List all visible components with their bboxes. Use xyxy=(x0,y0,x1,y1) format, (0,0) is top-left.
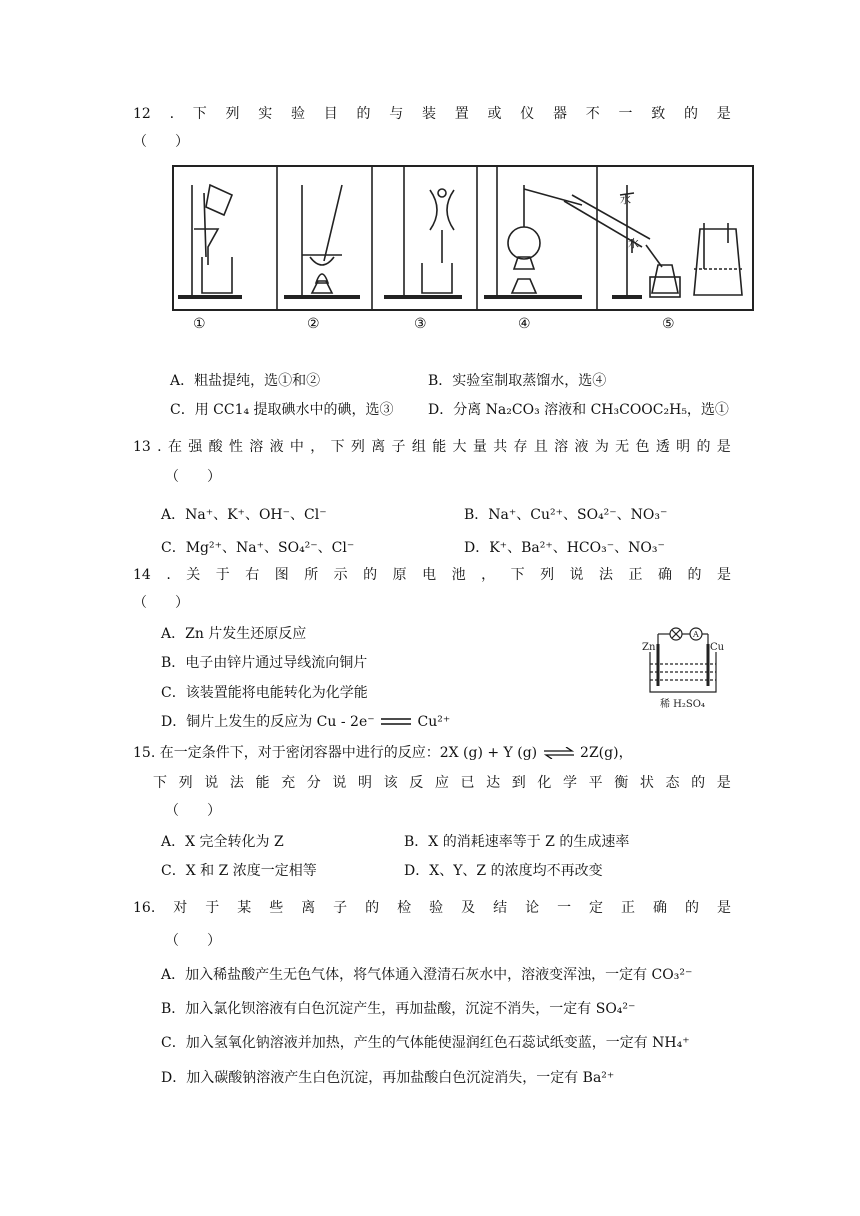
q15-line1 xyxy=(133,743,633,763)
q14-stem-char: 池 xyxy=(451,567,466,583)
q13-stem-char: 子 xyxy=(391,439,406,455)
q12-stem-char: 下 xyxy=(192,106,207,122)
q13-stem-char: 下 xyxy=(330,439,345,455)
q16-stem-char: 确 xyxy=(653,900,668,916)
q16-stem-char: 的 xyxy=(365,900,380,916)
q14-stem-char: 右 xyxy=(245,567,260,583)
q15-option-a: A．X 完全转化为 Z xyxy=(161,834,284,850)
q12-stem xyxy=(133,104,731,124)
figure-label-2: ② xyxy=(307,316,320,332)
q15-stem-char: 充 xyxy=(281,775,296,791)
q14-stem-char: 原 xyxy=(392,567,407,583)
q13-stem-char: 量 xyxy=(472,439,487,455)
q12-stem-char: 或 xyxy=(487,106,502,122)
q15-stem-char: 是 xyxy=(716,775,731,791)
q15-stem-char: 的 xyxy=(691,775,706,791)
q12-option-a: A．粗盐提纯，选①和② xyxy=(170,373,321,389)
q16-stem-char: 于 xyxy=(205,900,220,916)
figure-label-3: ③ xyxy=(414,316,427,332)
q12-option-b: B．实验室制取蒸馏水，选④ xyxy=(428,373,607,389)
q13-stem-char: 列 xyxy=(350,439,365,455)
q13-stem-char: 无 xyxy=(615,439,630,455)
q14-option-b: B．电子由锌片通过导线流向铜片 xyxy=(161,655,368,671)
q16-stem-char: 某 xyxy=(237,900,252,916)
q16-stem-char: 的 xyxy=(685,900,699,916)
q14-stem-char: 关 xyxy=(186,567,201,583)
q13-stem-char: 能 xyxy=(432,439,447,455)
q14-stem-char: 法 xyxy=(599,567,614,583)
q14-stem-char: 于 xyxy=(215,567,230,583)
q12-stem-char: 是 xyxy=(716,106,731,122)
q16-stem-char: 是 xyxy=(716,900,731,916)
q16-stem-char: 论 xyxy=(525,900,540,916)
q16-stem-char: 些 xyxy=(269,900,284,916)
q15-stem-char: 反 xyxy=(409,775,424,791)
q12-paren: （ ） xyxy=(133,134,189,150)
svg-text:A: A xyxy=(693,630,699,639)
q15-paren: （ ） xyxy=(165,803,221,819)
q13-stem-char: 离 xyxy=(371,439,386,455)
q15-line1-right: 2Z(g)， xyxy=(580,745,633,761)
q15-stem-char: 已 xyxy=(460,775,475,791)
q13-stem-char: 液 xyxy=(574,439,589,455)
zn-electrode-label: Zn xyxy=(642,642,656,653)
q13-stem-char: 溶 xyxy=(554,439,569,455)
q14-stem-char: 列 xyxy=(540,567,555,583)
q14-stem-char: 电 xyxy=(422,567,437,583)
q15-stem-char: 能 xyxy=(255,775,270,791)
q13-option-d: D．K⁺、Ba²⁺、HCO₃⁻、NO₃⁻ xyxy=(464,540,665,556)
q12-stem-char: 致 xyxy=(651,106,666,122)
q13-option-b: B．Na⁺、Cu²⁺、SO₄²⁻、NO₃⁻ xyxy=(464,507,668,523)
q15-stem-char: 应 xyxy=(434,775,449,791)
q12-stem-char: 实 xyxy=(258,106,273,122)
q15-stem-char: 化 xyxy=(537,775,552,791)
q16-stem-char: 对 xyxy=(173,900,188,916)
q14-option-d-left: D．铜片上发生的反应为 Cu - 2e⁻ xyxy=(161,714,375,730)
q15-stem-char: 平 xyxy=(588,775,603,791)
q15-option-d: D．X、Y、Z 的浓度均不再改变 xyxy=(404,863,603,879)
q13-stem-char: ， xyxy=(310,439,325,455)
q16-stem-char: 子 xyxy=(333,900,348,916)
q13-stem-char: 的 xyxy=(696,439,711,455)
q16-option-a: A．加入稀盐酸产生无色气体，将气体通入澄清石灰水中，溶液变浑浊，一定有 CO₃²⁻ xyxy=(161,967,693,983)
q14-stem-char: 14 xyxy=(133,567,151,583)
q14-stem-char: . xyxy=(166,567,171,583)
q14-stem-char: 的 xyxy=(687,567,702,583)
q13-stem-char: 存 xyxy=(513,439,528,455)
q13-stem-char: 酸 xyxy=(208,439,223,455)
acid-label: 稀 H₂SO₄ xyxy=(660,699,705,710)
q15-stem-char: 分 xyxy=(306,775,321,791)
q15-stem-char: 下 xyxy=(153,775,167,791)
q16-stem-char: 16. xyxy=(133,900,156,916)
q15-stem-char: 学 xyxy=(563,775,577,791)
q16-option-d: D．加入碳酸钠溶液产生白色沉淀，再加盐酸白色沉淀消失，一定有 Ba²⁺ xyxy=(161,1070,615,1086)
q16-stem-char: 定 xyxy=(589,900,604,916)
q12-stem-char: . xyxy=(169,106,175,122)
q14-stem-char: 说 xyxy=(569,567,584,583)
q13-stem-char: 色 xyxy=(635,439,650,455)
q16-stem-char: 一 xyxy=(557,900,572,916)
q14-stem-char: 下 xyxy=(510,567,525,583)
q15-stem-char: 明 xyxy=(358,775,372,791)
q13-stem xyxy=(133,437,731,457)
q15-option-b: B．X 的消耗速率等于 Z 的生成速率 xyxy=(404,834,630,850)
q14-option-c: C．该装置能将电能转化为化学能 xyxy=(161,685,368,701)
q13-option-a: A．Na⁺、K⁺、OH⁻、Cl⁻ xyxy=(161,507,327,523)
figure-label-1: ① xyxy=(193,316,206,332)
q14-stem-char: ， xyxy=(481,567,496,583)
q16-option-b: B．加入氯化钡溶液有白色沉淀产生，再加盐酸，沉淀不消失，一定有 SO₄²⁻ xyxy=(161,1001,636,1017)
q14-stem-char: 正 xyxy=(628,567,643,583)
q12-option-d: D．分离 Na₂CO₃ 溶液和 CH₃COOC₂H₅，选① xyxy=(428,402,729,418)
q14-option-d xyxy=(161,712,450,732)
q15-stem-char: 到 xyxy=(511,775,526,791)
q12-stem-char: 的 xyxy=(684,106,699,122)
q15-stem-char: 状 xyxy=(639,775,654,791)
q14-option-a: A．Zn 片发生还原反应 xyxy=(161,626,307,642)
galvanic-cell-diagram xyxy=(640,620,730,712)
q15-line1-left: 15. 在一定条件下，对于密闭容器中进行的反应：2X (g) + Y (g) xyxy=(133,745,538,761)
q16-stem-char: 验 xyxy=(429,900,444,916)
figure-label-4: ④ xyxy=(518,316,531,332)
q13-option-c: C．Mg²⁺、Na⁺、SO₄²⁻、Cl⁻ xyxy=(161,540,355,556)
q12-stem-char: 装 xyxy=(422,106,437,122)
q12-stem-char: 不 xyxy=(585,106,600,122)
q15-option-c: C．X 和 Z 浓度一定相等 xyxy=(161,863,317,879)
q15-stem-char: 说 xyxy=(204,775,219,791)
q14-stem-char: 是 xyxy=(716,567,731,583)
q13-stem-char: 透 xyxy=(655,439,670,455)
q14-option-d-right: Cu²⁺ xyxy=(417,714,451,730)
q12-stem-char: 验 xyxy=(291,106,306,122)
q13-stem-char: 为 xyxy=(594,439,609,455)
q13-stem-char: 大 xyxy=(452,439,467,455)
q13-stem-char: 在 xyxy=(167,439,182,455)
q14-stem-char: 示 xyxy=(333,567,348,583)
q15-stem-char: 达 xyxy=(486,775,501,791)
q15-stem-char: 该 xyxy=(383,775,398,791)
cu-electrode-label: Cu xyxy=(710,642,725,653)
q13-stem-char: 强 xyxy=(188,439,203,455)
q14-stem-char: 图 xyxy=(274,567,289,583)
q15-stem-char: 说 xyxy=(332,775,347,791)
water-in-label: 水 xyxy=(628,237,639,250)
q14-stem-char: 所 xyxy=(304,567,319,583)
q13-stem-char: 明 xyxy=(676,439,691,455)
q14-stem-char: 的 xyxy=(363,567,378,583)
q12-stem-char: 置 xyxy=(454,106,469,122)
q16-option-c: C．加入氢氧化钠溶液并加热，产生的气体能使湿润红色石蕊试纸变蓝，一定有 NH₄⁺ xyxy=(161,1035,690,1051)
q14-paren: （ ） xyxy=(133,595,189,611)
q12-option-c: C．用 CC1₄ 提取碘水中的碘，选③ xyxy=(170,402,394,418)
q16-paren: （ ） xyxy=(165,933,221,949)
q12-stem-char: 的 xyxy=(356,106,371,122)
q13-stem-char: . xyxy=(157,439,162,455)
q13-stem-char: 中 xyxy=(289,439,304,455)
q13-stem-char: 性 xyxy=(228,439,243,455)
q16-stem-char: 结 xyxy=(493,900,508,916)
q13-stem-char: 13 xyxy=(133,439,151,455)
figure-label-5: ⑤ xyxy=(662,316,675,332)
q13-stem-char: 且 xyxy=(533,439,548,455)
water-out-label: 水 xyxy=(620,193,631,206)
q12-stem-char: 目 xyxy=(323,106,338,122)
q13-stem-char: 液 xyxy=(269,439,284,455)
q12-stem-char: 一 xyxy=(618,106,633,122)
q14-stem-char: 确 xyxy=(658,567,672,583)
q12-stem-char: 与 xyxy=(389,106,404,122)
reversible-arrow xyxy=(542,747,576,759)
q15-stem-char: 法 xyxy=(229,775,244,791)
q16-stem-char: 及 xyxy=(461,900,476,916)
q12-stem-char: 仪 xyxy=(520,106,535,122)
q15-stem-char: 列 xyxy=(178,775,193,791)
q15-stem-char: 衡 xyxy=(614,775,629,791)
q12-stem-char: 列 xyxy=(225,106,240,122)
q12-stem-char: 器 xyxy=(553,106,568,122)
q13-stem-char: 组 xyxy=(411,439,426,455)
q13-paren: （ ） xyxy=(165,469,221,485)
q16-stem-char: 正 xyxy=(621,900,636,916)
q15-stem-char: 态 xyxy=(665,775,680,791)
q14-stem xyxy=(133,565,731,585)
q15-stem xyxy=(153,773,731,793)
q13-stem-char: 是 xyxy=(716,439,731,455)
q12-stem-char: 12 xyxy=(133,106,151,122)
q16-stem-char: 离 xyxy=(301,900,316,916)
equals-sign xyxy=(379,717,413,727)
q16-stem-char: 检 xyxy=(397,900,412,916)
q16-stem xyxy=(133,898,731,918)
lab-apparatus-figure xyxy=(172,165,754,311)
q13-stem-char: 溶 xyxy=(249,439,264,455)
q13-stem-char: 共 xyxy=(493,439,508,455)
